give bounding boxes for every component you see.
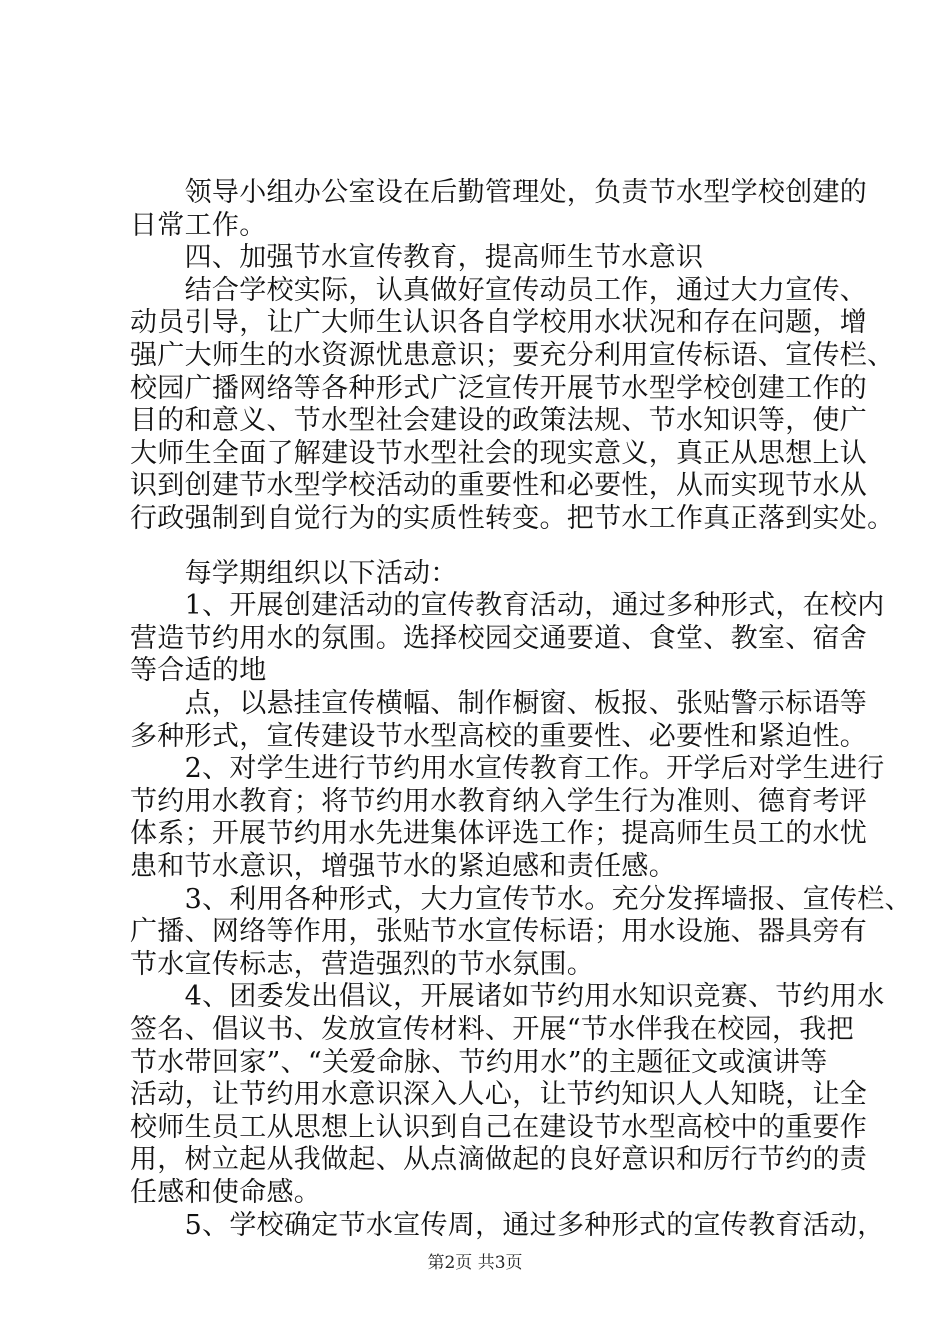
text-line: 5、学校确定节水宣传周，通过多种形式的宣传教育活动， bbox=[130, 1209, 885, 1241]
text-line: 点，以悬挂宣传横幅、制作橱窗、板报、张贴警示标语等 bbox=[130, 688, 868, 719]
text-line: 用，树立起从我做起、从点滴做起的良好意识和厉行节约的责 bbox=[130, 1144, 868, 1176]
text-line: 等合适的地 bbox=[130, 655, 267, 687]
text-line: 目的和意义、节水型社会建设的政策法规、节水知识等，使广 bbox=[130, 405, 868, 437]
text-line: 节水宣传标志，营造强烈的节水氛围。 bbox=[130, 948, 595, 980]
text-line: 领导小组办公室设在后勤管理处，负责节水型学校创建的 bbox=[130, 177, 868, 208]
text-line: 日常工作。 bbox=[130, 209, 267, 241]
text-line: 校师生员工从思想上认识到自己在建设节水型高校中的重要作 bbox=[130, 1111, 868, 1143]
page-footer: 第2页 共3页 bbox=[427, 1253, 523, 1273]
text-line: 多种形式，宣传建设节水型高校的重要性、必要性和紧迫性。 bbox=[130, 720, 868, 752]
text-line: 签名、倡议书、发放宣传材料、开展“节水伴我在校园，我把 bbox=[130, 1014, 854, 1045]
text-line: 营造节约用水的氛围。选择校园交通要道、食堂、教室、宿舍 bbox=[130, 622, 868, 654]
text-line: 3、利用各种形式，大力宣传节水。充分发挥墙报、宣传栏、 bbox=[130, 883, 912, 915]
text-line: 2、对学生进行节约用水宣传教育工作。开学后对学生进行 bbox=[130, 753, 885, 785]
text-line: 动员引导，让广大师生认识各自学校用水状况和存在问题，增 bbox=[130, 307, 868, 339]
text-line: 大师生全面了解建设节水型社会的现实意义，真正从思想上认 bbox=[130, 437, 868, 469]
text-line: 患和节水意识，增强节水的紧迫感和责任感。 bbox=[130, 851, 676, 882]
text-line: 识到创建节水型学校活动的重要性和必要性，从而实现节水从 bbox=[130, 470, 868, 502]
text-line: 体系；开展节约用水先进集体评选工作；提高师生员工的水忧 bbox=[130, 818, 868, 850]
text-line: 广播、网络等作用，张贴节水宣传标语；用水设施、器具旁有 bbox=[130, 916, 868, 948]
text-line: 节约用水教育；将节约用水教育纳入学生行为准则、德育考评 bbox=[130, 785, 868, 817]
text-line: 任感和使命感。 bbox=[130, 1177, 322, 1208]
text-line: 4、团委发出倡议，开展诸如节约用水知识竞赛、节约用水 bbox=[130, 981, 885, 1013]
text-line: 校园广播网络等各种形式广泛宣传开展节水型学校创建工作的 bbox=[130, 372, 868, 404]
text-line: 强广大师生的水资源忧患意识；要充分利用宣传标语、宣传栏、 bbox=[130, 340, 895, 371]
text-line: 节水带回家”、“关爱命脉、节约用水”的主题征文或演讲等 bbox=[130, 1046, 828, 1078]
text-line: 四、加强节水宣传教育，提高师生节水意识 bbox=[130, 242, 704, 274]
text-line: 活动，让节约用水意识深入人心，让节约知识人人知晓，让全 bbox=[130, 1079, 868, 1111]
text-line: 行政强制到自觉行为的实质性转变。把节水工作真正落到实处。 bbox=[130, 503, 895, 534]
text-line: 每学期组织以下活动： bbox=[130, 557, 458, 589]
text-line: 结合学校实际，认真做好宣传动员工作，通过大力宣传、 bbox=[130, 274, 868, 306]
text-line: 1、开展创建活动的宣传教育活动，通过多种形式，在校内 bbox=[130, 590, 885, 622]
